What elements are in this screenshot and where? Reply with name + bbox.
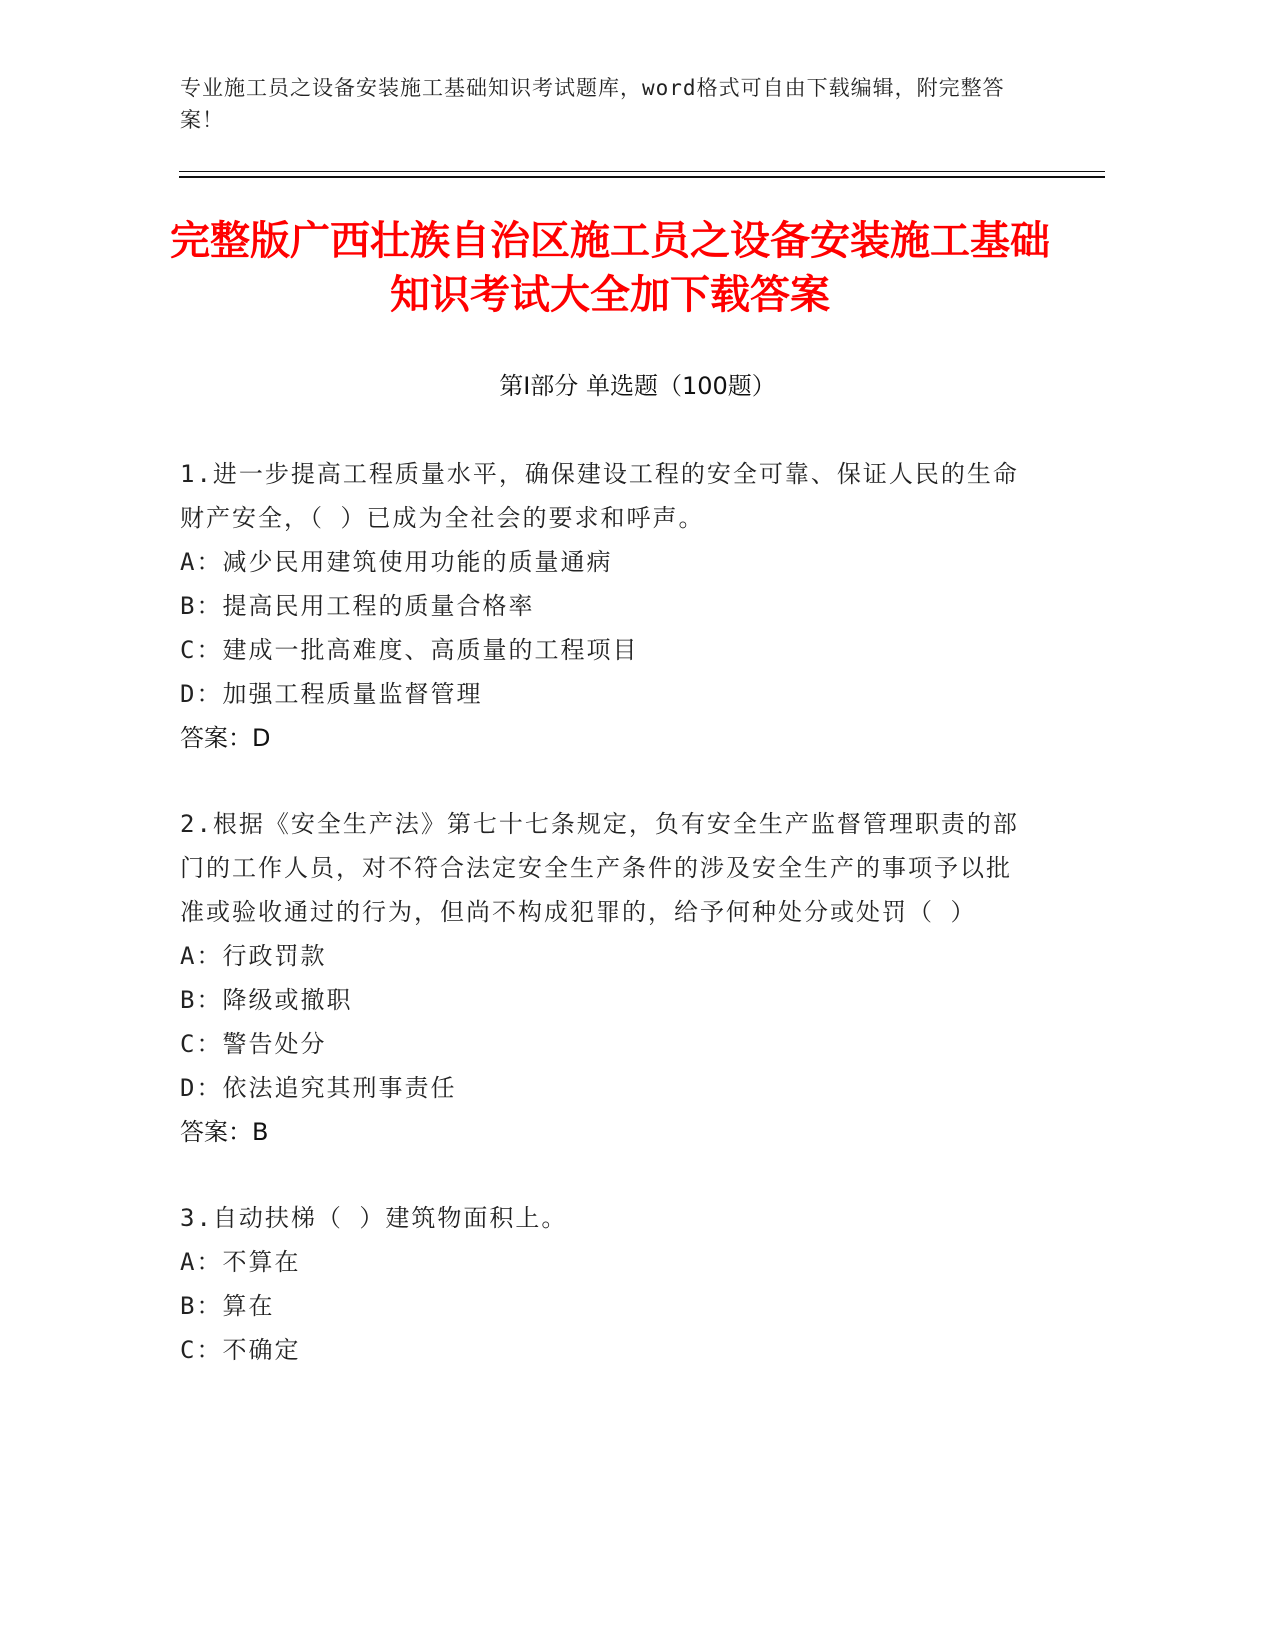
section-title: 第Ⅰ部分 单选题（100题） bbox=[499, 372, 776, 400]
option-b: B：提高民用工程的质量合格率 bbox=[180, 592, 535, 620]
question-answer: 答案：B bbox=[180, 1118, 269, 1146]
question-answer: 答案：D bbox=[180, 724, 271, 752]
option-b: B：降级或撤职 bbox=[180, 986, 353, 1014]
question-item bbox=[180, 452, 1020, 760]
question-stem: 2.根据《安全生产法》第七十七条规定，负有安全生产监督管理职责的部门的工作人员，对不符合法定安全生产条件的涉及安全生产的事项予以批准或验收通过的行为，但尚不构成犯罪的，给予何种处分或处罚（ ） bbox=[180, 810, 1019, 926]
question-item bbox=[180, 1196, 1020, 1372]
option-d: D：加强工程质量监督管理 bbox=[180, 680, 483, 708]
question-list bbox=[180, 452, 1020, 1414]
header-note: 专业施工员之设备安装施工基础知识考试题库，word格式可自由下载编辑，附完整答案！ bbox=[180, 76, 1005, 132]
question-item bbox=[180, 802, 1020, 1154]
option-a: A：减少民用建筑使用功能的质量通病 bbox=[180, 548, 613, 576]
document-title: 完整版广西壮族自治区施工员之设备安装施工基础知识考试大全加下载答案 bbox=[170, 218, 1050, 318]
option-a: A：不算在 bbox=[180, 1248, 301, 1276]
option-d: D：依法追究其刑事责任 bbox=[180, 1074, 457, 1102]
header-divider-thick bbox=[179, 176, 1105, 178]
header-divider-thin bbox=[179, 171, 1105, 172]
option-b: B：算在 bbox=[180, 1292, 275, 1320]
question-stem: 3.自动扶梯（ ）建筑物面积上。 bbox=[180, 1204, 568, 1232]
option-a: A：行政罚款 bbox=[180, 942, 327, 970]
question-stem: 1.进一步提高工程质量水平，确保建设工程的安全可靠、保证人民的生命财产安全，（ ）已成为全社会的要求和呼声。 bbox=[180, 460, 1019, 532]
option-c: C：建成一批高难度、高质量的工程项目 bbox=[180, 636, 639, 664]
option-c: C：不确定 bbox=[180, 1336, 301, 1364]
option-c: C：警告处分 bbox=[180, 1030, 327, 1058]
